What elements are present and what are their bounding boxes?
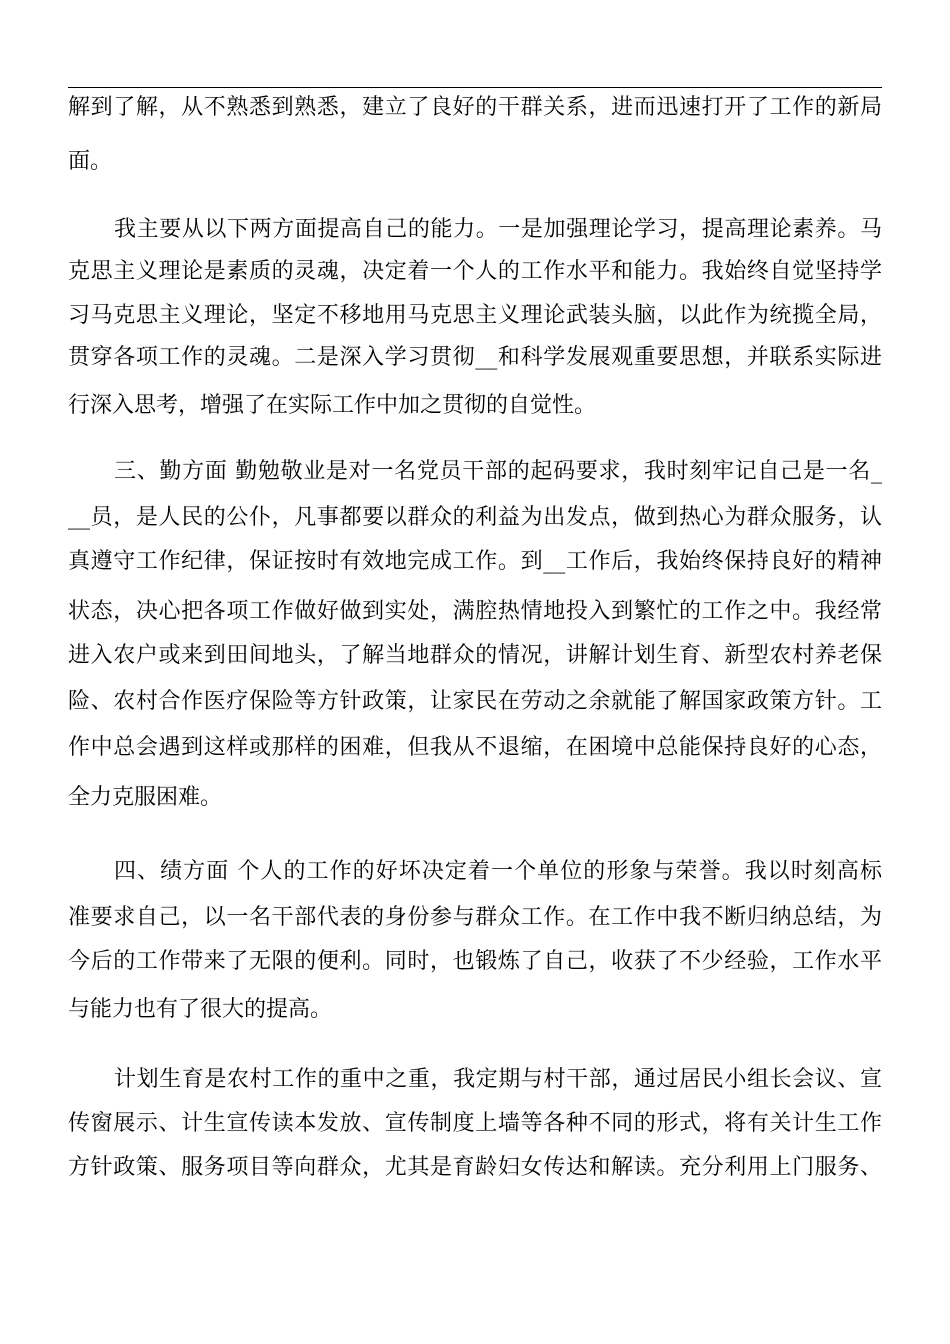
text-line: 状态，决心把各项工作做好做到实处，满腔热情地投入到繁忙的工作之中。我经常: [68, 599, 882, 624]
text-line: 面。: [68, 149, 113, 174]
text-line: 贯穿各项工作的灵魂。二是深入学习贯彻__和科学发展观重要思想，并联系实际进: [68, 345, 882, 370]
text-line: 传窗展示、计生宣传读本发放、宣传制度上墙等各种不同的形式，将有关计生工作: [68, 1111, 882, 1136]
text-line: 险、农村合作医疗保险等方针政策，让家民在劳动之余就能了解国家政策方针。工: [68, 689, 882, 714]
text-line: 我主要从以下两方面提高自己的能力。一是加强理论学习，提高理论素养。马: [114, 217, 882, 242]
text-line: 三、勤方面 勤勉敬业是对一名党员干部的起码要求，我时刻牢记自己是一名_: [114, 459, 882, 484]
text-line: 习马克思主义理论，坚定不移地用马克思主义理论武装头脑，以此作为统揽全局，: [68, 303, 882, 328]
text-line: 四、绩方面 个人的工作的好坏决定着一个单位的形象与荣誉。我以时刻高标: [114, 859, 882, 884]
text-line: 全力克服困难。: [68, 785, 223, 810]
text-line: 行深入思考，增强了在实际工作中加之贯彻的自觉性。: [68, 393, 597, 418]
text-line: 克思主义理论是素质的灵魂，决定着一个人的工作水平和能力。我始终自觉坚持学: [68, 259, 882, 284]
text-line: 解到了解，从不熟悉到熟悉，建立了良好的干群关系，进而迅速打开了工作的新局: [68, 95, 882, 120]
text-line: 方针政策、服务项目等向群众，尤其是育龄妇女传达和解读。充分利用上门服务、: [68, 1155, 882, 1180]
text-line: 与能力也有了很大的提高。: [68, 997, 333, 1022]
text-line: 作中总会遇到这样或那样的困难，但我从不退缩，在困境中总能保持良好的心态，: [68, 735, 882, 760]
text-line: 准要求自己，以一名干部代表的身份参与群众工作。在工作中我不断归纳总结，为: [68, 905, 882, 930]
text-line: 真遵守工作纪律，保证按时有效地完成工作。到__工作后，我始终保持良好的精神: [68, 549, 882, 574]
text-line: 计划生育是农村工作的重中之重，我定期与村干部，通过居民小组长会议、宣: [114, 1067, 882, 1092]
text-line: __员，是人民的公仆，凡事都要以群众的利益为出发点，做到热心为群众服务，认: [68, 505, 882, 530]
text-line: 进入农户或来到田间地头，了解当地群众的情况，讲解计划生育、新型农村养老保: [68, 643, 882, 668]
text-line: 今后的工作带来了无限的便利。同时，也锻炼了自己，收获了不少经验，工作水平: [68, 949, 882, 974]
